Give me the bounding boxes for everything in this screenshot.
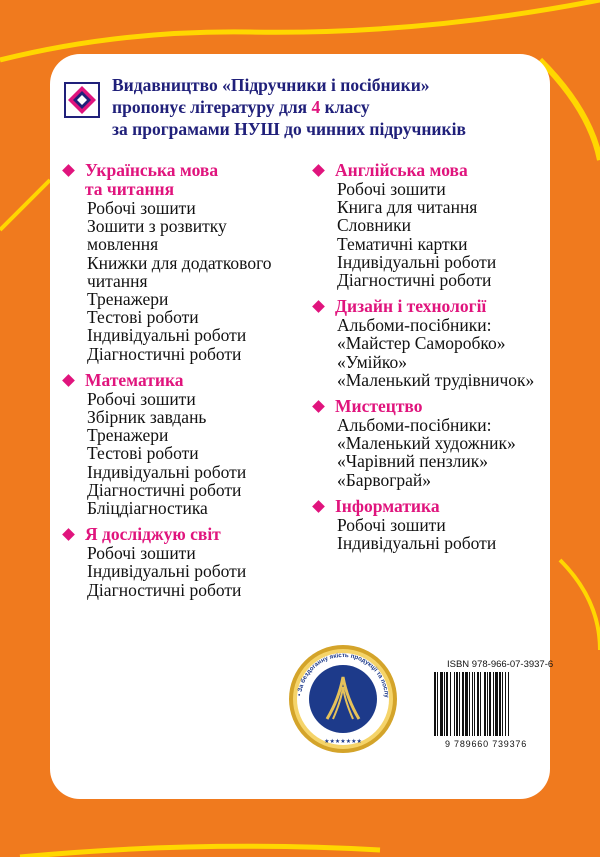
barcode-bar [462,672,464,736]
section-items [62,390,302,517]
barcode-bar [446,672,448,736]
header-line-3: за програмами НУШ до чинних підручників [112,119,466,139]
barcode-bar [484,672,486,736]
barcode-bar [454,672,455,736]
list-item: «Барвограй» [337,469,432,490]
barcode [430,672,542,747]
list-item: читання [87,270,148,291]
section-title-text: Англійська мова [335,160,468,180]
barcode-bar [472,672,473,736]
barcode-bar [474,672,475,736]
section-title-text: Мистецтво [335,396,423,417]
section-title [312,497,552,516]
section-title-text: Українська мова та читання [85,160,219,199]
bullet-diamond-icon [312,300,325,313]
barcode-bar [480,672,481,736]
section [312,397,552,489]
section-title [62,161,302,199]
quality-seal [287,643,399,755]
list-item: «Чарівний пензлик» [337,451,488,472]
section [62,161,302,363]
barcode-bar [450,672,451,736]
seal-stars: ★★★★★★★ [324,738,362,745]
section [312,297,552,389]
bullet-diamond-icon [312,500,325,513]
header-line-1: Видавництво «Підручники і посібники» [112,75,430,95]
list-item: Тестові роботи [87,443,199,464]
list-item: «Маленький художник» [337,433,516,454]
publisher-header [112,74,532,140]
list-item: Тематичні картки [337,233,468,254]
section-items [312,416,552,489]
section [312,497,552,552]
seal-text: • За бездоганну якість продукції та послу [296,651,391,699]
barcode-bar [489,672,491,736]
list-item: Діагностичні роботи [87,343,242,364]
list-item: Робочі зошити [87,198,196,218]
barcode-bar [477,672,479,736]
section-items [312,516,552,552]
list-item: Тестові роботи [87,307,199,328]
section-title-text: Дизайн і технології [335,296,487,317]
barcode-bar [456,672,458,736]
barcode-bar [508,672,509,736]
header-line-2-after: класу [320,97,370,117]
bullet-diamond-icon [62,164,75,177]
barcode-bar [487,672,488,736]
barcode-bar [440,672,443,736]
section-title [312,161,552,180]
section-items [62,544,302,599]
list-item: «Умійко» [337,351,408,372]
section [312,161,552,289]
barcode-bar [493,672,494,736]
barcode-bar [495,672,498,736]
grade-number: 4 [311,97,321,117]
bullet-diamond-icon [312,400,325,413]
section-title-text: Інформатика [335,495,440,516]
section-title [312,297,552,316]
barcode-bar [465,672,468,736]
section-title [62,371,302,390]
list-item: Робочі зошити [87,543,196,564]
barcode-bar [459,672,460,736]
list-item: Індивідуальні роботи [337,533,497,554]
section [62,371,302,517]
right-column [312,161,552,560]
left-column [62,161,302,607]
list-item: Альбоми-посібники: [337,315,492,336]
section-title-text: Я досліджую світ [85,524,221,545]
barcode-bar [444,672,445,736]
list-item: «Майстер Саморобко» [337,333,506,354]
list-item: Індивідуальні роботи [87,325,247,346]
list-item: Зошити з розвитку [87,216,227,237]
list-item: Діагностичні роботи [337,270,492,291]
section [62,525,302,599]
barcode-bar [469,672,470,736]
list-item: Індивідуальні роботи [337,251,497,272]
section-title [62,525,302,544]
list-item: мовлення [87,234,159,255]
isbn-label: ISBN 978-966-07-3937-6 [447,659,554,670]
section-items [312,180,552,289]
list-item: Робочі зошити [337,514,446,535]
list-item: Альбоми-посібники: [337,415,492,436]
list-item: Книжки для додаткового [87,252,272,273]
section-title-text: Математика [85,369,184,390]
barcode-bar [499,672,501,736]
section-items [312,316,552,389]
list-item: Словники [337,215,412,236]
section-title [312,397,552,416]
list-item: Діагностичні роботи [87,479,242,500]
bullet-diamond-icon [312,164,325,177]
bullet-diamond-icon [62,374,75,387]
barcode-digits: 9 789660 739376 [444,739,528,749]
barcode-bar [502,672,503,736]
list-item: Діагностичні роботи [87,579,242,600]
list-item: Книга для читання [337,197,478,218]
list-item: Робочі зошити [337,179,446,199]
list-item: Тренажери [87,289,169,310]
list-item: Робочі зошити [87,388,196,409]
list-item: Індивідуальні роботи [87,461,247,482]
header-line-2 [112,96,532,118]
list-item: Збірник завдань [87,407,207,428]
list-item: Індивідуальні роботи [87,561,247,582]
bullet-diamond-icon [62,528,75,541]
section-items [62,199,302,363]
header-line-2-before: пропонує літературу для [112,97,312,117]
barcode-bar [437,672,438,736]
publisher-logo-icon [64,82,100,118]
list-item: Тренажери [87,425,169,446]
list-item: «Маленький трудівничок» [337,369,535,390]
barcode-bar [434,672,436,736]
barcode-bar [505,672,506,736]
list-item: Бліцдіагностика [87,498,208,519]
